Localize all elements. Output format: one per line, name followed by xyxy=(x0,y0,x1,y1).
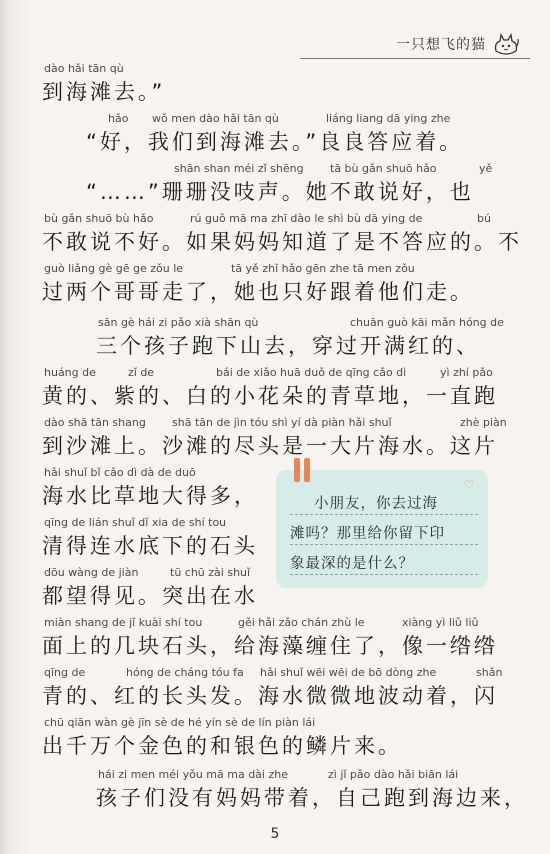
hanzi-line: 孩子们没有妈妈带着，自己跑到海边来， xyxy=(96,786,528,810)
running-header xyxy=(396,30,520,58)
pinyin: shā tān de jìn tóu shì yí dà piàn hǎi shuǐ xyxy=(172,416,392,429)
hanzi-line: “……”珊珊没吱声。她不敢说好，也 xyxy=(86,180,474,204)
hanzi-line: 面上的几块石头，给海藻缠住了，像一绺绺 xyxy=(42,634,498,658)
pinyin: bái de xiǎo huā duǒ de qīng cǎo dì xyxy=(216,366,407,379)
note-line: 滩吗？那里给你留下印 xyxy=(290,526,445,542)
cat-icon xyxy=(492,31,520,57)
pinyin: dào shā tān shang xyxy=(44,416,146,429)
pinyin: huáng de xyxy=(44,366,96,379)
hanzi-line: “好，我们到海滩去。”良良答应着。 xyxy=(86,130,464,154)
pinyin: hǎi shuǐ bǐ cǎo dì dà de duō xyxy=(44,466,196,479)
hanzi-line: 到海滩去。” xyxy=(42,80,166,104)
pinyin: dào hǎi tān qù xyxy=(44,62,124,75)
hanzi-line: 到沙滩上。沙滩的尽头是一大片海水。这片 xyxy=(42,434,498,458)
page-number: 5 xyxy=(270,826,280,842)
pinyin: dōu wàng de jiàn xyxy=(44,566,139,579)
pinyin: bù gǎn shuō bù hǎo xyxy=(44,212,154,225)
text-line xyxy=(0,316,550,356)
pinyin: miàn shang de jǐ kuài shí tou xyxy=(44,616,203,629)
pinyin: zì jǐ pǎo dào hǎi biān lái xyxy=(328,768,459,781)
header-rule xyxy=(300,58,530,59)
pinyin: liáng liang dā ying zhe xyxy=(326,112,451,125)
text-line xyxy=(0,666,550,706)
text-line xyxy=(0,62,550,102)
note-tab xyxy=(294,458,300,482)
pinyin: yě xyxy=(479,162,493,175)
hanzi-line: 三个孩子跑下山去，穿过开满红的、 xyxy=(96,334,480,358)
pinyin: qīng de xyxy=(44,666,86,679)
text-line xyxy=(0,616,550,656)
pinyin: bú xyxy=(477,212,491,225)
text-line xyxy=(0,416,550,456)
note-line: 小朋友，你去过海 xyxy=(314,496,438,512)
pinyin: tā yě zhǐ hǎo gēn zhe tā men zǒu xyxy=(231,262,415,275)
pinyin: yì zhí pǎo xyxy=(440,366,493,379)
text-line xyxy=(0,716,550,756)
pinyin: tū chū zài shuǐ xyxy=(170,566,251,579)
note-rule xyxy=(290,514,478,516)
note-tab xyxy=(304,458,310,482)
pinyin: wǒ men dào hǎi tān qù xyxy=(152,112,279,125)
pinyin: hǎo xyxy=(108,112,129,125)
pinyin: hái zi men méi yǒu mā ma dài zhe xyxy=(98,768,288,781)
pinyin: shān shan méi zǐ shēng xyxy=(174,162,304,175)
pinyin: tā bù gǎn shuō hǎo xyxy=(330,162,437,175)
hanzi-line: 出千万个金色的和银色的鳞片来。 xyxy=(42,734,402,758)
pinyin: rú guǒ mā ma zhī dào le shì bù dā ying de xyxy=(190,212,423,225)
pinyin: gěi hǎi zǎo chán zhù le xyxy=(238,616,365,629)
note-line: 象最深的是什么？ xyxy=(290,556,414,572)
text-line xyxy=(0,366,550,406)
text-line xyxy=(0,112,550,152)
pinyin: xiàng yì liǔ liǔ xyxy=(402,616,479,629)
hanzi-line: 海水比草地大得多， xyxy=(42,484,258,508)
pinyin: zhè piàn xyxy=(460,416,507,429)
hanzi-line: 都望得见。突出在水 xyxy=(42,584,258,608)
reading-prompt-note xyxy=(276,470,488,588)
pinyin: sān gè hái zi pǎo xià shān qù xyxy=(98,316,259,329)
pinyin: zǐ de xyxy=(128,366,155,379)
text-line xyxy=(0,768,550,808)
note-rule xyxy=(290,574,478,576)
pinyin: qīng de lián shuǐ dǐ xia de shí tou xyxy=(44,516,227,529)
pinyin: guò liǎng gè gē ge zǒu le xyxy=(44,262,184,275)
pinyin: chuān guò kāi mǎn hóng de xyxy=(350,316,504,329)
hanzi-line: 清得连水底下的石头 xyxy=(42,534,258,558)
text-line xyxy=(0,262,550,302)
text-line xyxy=(0,162,550,202)
note-rule xyxy=(290,544,478,546)
heart-icon: ♡ xyxy=(463,478,474,492)
pinyin: hóng de cháng tóu fa xyxy=(126,666,244,679)
pinyin: shǎn xyxy=(476,666,503,679)
pinyin: hǎi shuǐ wēi wēi de bō dòng zhe xyxy=(260,666,437,679)
pinyin: chū qiān wàn gè jīn sè de hé yín sè de lín piàn lái xyxy=(44,716,316,729)
hanzi-line: 青的、红的长头发。海水微微地波动着，闪 xyxy=(42,684,498,708)
hanzi-line: 过两个哥哥走了，她也只好跟着他们走。 xyxy=(42,280,474,304)
hanzi-line: 黄的、紫的、白的小花朵的青草地，一直跑 xyxy=(42,384,498,408)
hanzi-line: 不敢说不好。如果妈妈知道了是不答应的。不 xyxy=(42,230,522,254)
book-title: 一只想飞的猫 xyxy=(396,37,486,53)
text-line xyxy=(0,212,550,252)
